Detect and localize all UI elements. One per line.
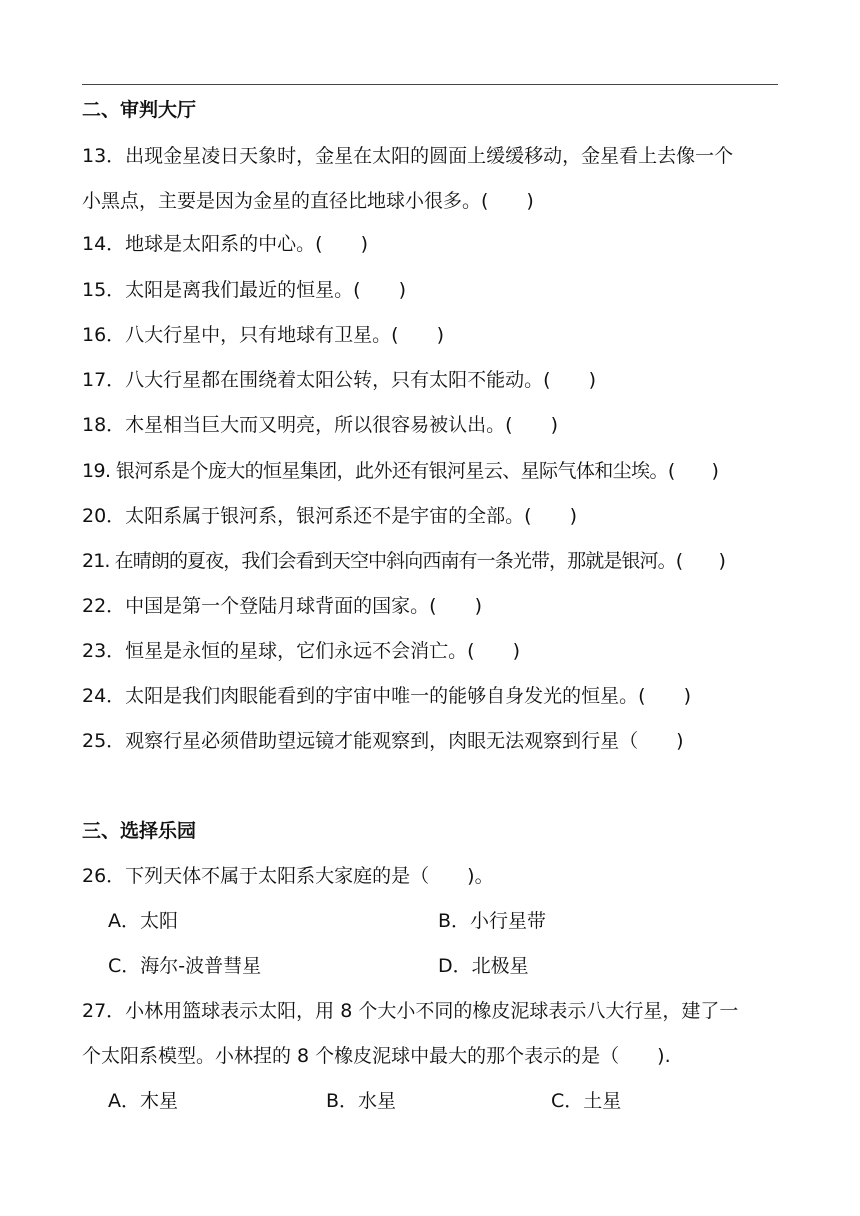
- question-19: 19. 银河系是个庞大的恒星集团，此外还有银河星云、星际气体和尘埃。( ): [82, 460, 719, 482]
- question-16: 16．八大行星中，只有地球有卫星。( ): [82, 324, 445, 346]
- question-25: 25．观察行星必须借助望远镜才能观察到，肉眼无法观察到行星（ ): [82, 730, 684, 752]
- question-13-line1: 13．出现金星凌日天象时，金星在太阳的圆面上缓缓移动，金星看上去像一个: [82, 145, 734, 167]
- question-27-line1: 27．小林用篮球表示太阳，用 8 个大小不同的橡皮泥球表示八大行星，建了一: [82, 1000, 739, 1022]
- question-27-option-c: C．土星: [551, 1090, 622, 1112]
- question-26-option-b: B．小行星带: [438, 910, 547, 932]
- question-22: 22．中国是第一个登陆月球背面的国家。( ): [82, 595, 483, 617]
- question-15: 15．太阳是离我们最近的恒星。( ): [82, 279, 407, 301]
- question-20: 20．太阳系属于银河系，银河系还不是宇宙的全部。( ): [82, 505, 578, 527]
- question-13-line2: 小黑点，主要是因为金星的直径比地球小很多。( ): [82, 190, 534, 212]
- question-26-option-c: C．海尔-波普彗星: [108, 955, 262, 977]
- question-27-option-a: A．木星: [108, 1090, 178, 1112]
- question-21: 21. 在晴朗的夏夜，我们会看到天空中斜向西南有一条光带，那就是银河。( ): [82, 550, 725, 572]
- question-27-line2: 个太阳系模型。小林捏的 8 个橡皮泥球中最大的那个表示的是（ ).: [82, 1045, 671, 1067]
- question-23: 23．恒星是永恒的星球，它们永远不会消亡。( ): [82, 640, 521, 662]
- header-rule: [82, 84, 778, 85]
- section-heading-judgement: 二、审判大厅: [82, 99, 197, 121]
- question-18: 18．木星相当巨大而又明亮，所以很容易被认出。( ): [82, 414, 559, 436]
- question-26: 26．下列天体不属于太阳系大家庭的是（ )。: [82, 865, 494, 887]
- question-24: 24．太阳是我们肉眼能看到的宇宙中唯一的能够自身发光的恒星。( ): [82, 685, 692, 707]
- question-26-option-d: D．北极星: [438, 955, 529, 977]
- question-14: 14．地球是太阳系的中心。( ): [82, 233, 369, 255]
- question-17: 17．八大行星都在围绕着太阳公转，只有太阳不能动。( ): [82, 369, 597, 391]
- section-heading-choice: 三、选择乐园: [82, 820, 197, 842]
- question-27-option-b: B．水星: [326, 1090, 397, 1112]
- question-26-option-a: A．太阳: [108, 910, 178, 932]
